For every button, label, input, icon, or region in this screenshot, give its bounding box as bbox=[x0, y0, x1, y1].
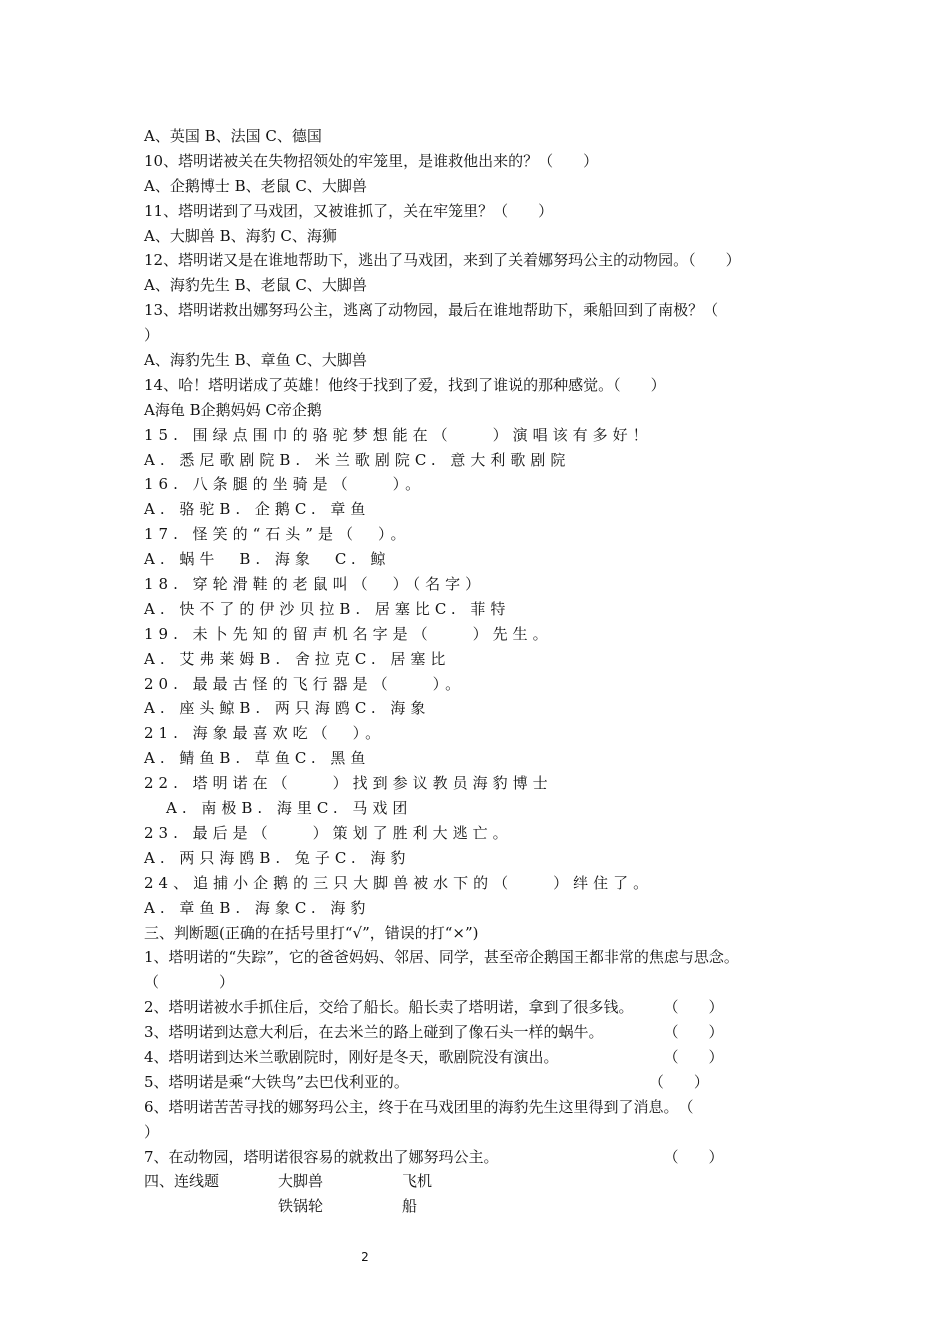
matching-right-item: 飞机 bbox=[402, 1172, 433, 1191]
judgment-6-continued: ） bbox=[144, 1122, 160, 1141]
question-15: 15. 围绿点围巾的骆驼梦想能在（ ）演唱该有多好！ bbox=[144, 425, 653, 444]
option-line: A海龟 B企鹅妈妈 C帝企鹅 bbox=[144, 400, 322, 419]
option-line: A. 座头鲸B. 两只海鸥C. 海象 bbox=[144, 699, 431, 718]
page-number: 2 bbox=[361, 1250, 369, 1264]
matching-left-item: 铁锅轮 bbox=[278, 1197, 324, 1216]
section-heading-matching: 四、连线题 bbox=[144, 1172, 220, 1191]
question-24: 24、追捕小企鹅的三只大脚兽被水下的（ ）绊住了。 bbox=[144, 873, 654, 892]
option-line: A. 两只海鸥B. 兔子C. 海豹 bbox=[144, 848, 411, 867]
matching-left-item: 大脚兽 bbox=[278, 1172, 324, 1191]
judgment-1-blank: （ ） bbox=[144, 973, 235, 992]
judgment-1: 1、塔明诺的“失踪”，它的爸爸妈妈、邻居、同学，甚至帝企鹅国王都非常的焦虑与思念。 bbox=[144, 948, 739, 967]
matching-row bbox=[144, 1169, 824, 1194]
option-line: A. 骆驼B. 企鹅C. 章鱼 bbox=[144, 500, 371, 519]
question-14: 14、哈！塔明诺成了英雄！他终于找到了爱，找到了谁说的那种感觉。（ ） bbox=[144, 375, 666, 394]
question-19: 19. 未卜先知的留声机名字是（ ）先生。 bbox=[144, 624, 553, 643]
judgment-2: 2、塔明诺被水手抓住后，交给了船长。船长卖了塔明诺，拿到了很多钱。 （ ） bbox=[144, 998, 724, 1017]
question-17: 17. 怪笑的“石头”是（ ）。 bbox=[144, 525, 411, 544]
option-line: A. 悉尼歌剧院B. 米兰歌剧院C. 意大利歌剧院 bbox=[144, 450, 571, 469]
option-line: A. 快不了的伊沙贝拉B. 居塞比C. 菲特 bbox=[144, 599, 511, 618]
matching-row bbox=[144, 1194, 824, 1219]
option-line: A、英国 B、法国 C、德国 bbox=[144, 127, 322, 145]
question-22: 22. 塔明诺在（ ）找到参议教员海豹博士 bbox=[144, 774, 553, 793]
question-list bbox=[144, 124, 824, 1219]
question-10: 10、塔明诺被关在失物招领处的牢笼里，是谁救他出来的？（ ） bbox=[144, 151, 599, 170]
judgment-5: 5、塔明诺是乘“大铁鸟”去巴伐利亚的。 （ ） bbox=[144, 1072, 709, 1091]
option-line: A、大脚兽 B、海豹 C、海狮 bbox=[144, 226, 337, 245]
option-line: A、企鹅博士 B、老鼠 C、大脚兽 bbox=[144, 176, 367, 195]
question-13: 13、塔明诺救出娜努玛公主，逃离了动物园，最后在谁地帮助下，乘船回到了南极？（ bbox=[144, 301, 719, 320]
option-line: A. 艾弗莱姆B. 舍拉克C. 居塞比 bbox=[144, 649, 451, 668]
question-11: 11、塔明诺到了马戏团，又被谁抓了，关在牢笼里？（ ） bbox=[144, 201, 554, 220]
question-16: 16. 八条腿的坐骑是（ ）。 bbox=[144, 475, 426, 494]
matching-right-item: 船 bbox=[402, 1197, 418, 1216]
judgment-4: 4、塔明诺到达米兰歌剧院时，刚好是冬天，歌剧院没有演出。 （ ） bbox=[144, 1047, 724, 1066]
question-18: 18. 穿轮滑鞋的老鼠叫（ ）（名字） bbox=[144, 575, 486, 594]
question-20: 20. 最最古怪的飞行器是（ ）。 bbox=[144, 674, 466, 693]
question-12: 12、塔明诺又是在谁地帮助下，逃出了马戏团，来到了关着娜努玛公主的动物园。（ ） bbox=[144, 251, 741, 270]
judgment-6: 6、塔明诺苦苦寻找的娜努玛公主，终于在马戏团里的海豹先生这里得到了消息。 （ bbox=[144, 1097, 694, 1116]
judgment-3: 3、塔明诺到达意大利后，在去米兰的路上碰到了像石头一样的蜗牛。 （ ） bbox=[144, 1023, 724, 1042]
option-line: A. 蜗牛 B. 海象 C. 鲸 bbox=[144, 550, 391, 569]
option-line: A. 南极B. 海里C. 马戏团 bbox=[166, 799, 413, 818]
option-line: A、海豹先生 B、老鼠 C、大脚兽 bbox=[144, 276, 367, 295]
judgment-7: 7、在动物园，塔明诺很容易的就救出了娜努玛公主。 （ ） bbox=[144, 1147, 724, 1166]
option-line: A. 鲭鱼B. 草鱼C. 黑鱼 bbox=[144, 749, 371, 768]
section-heading-true-false: 三、判断题(正确的在括号里打“√”，错误的打“×”) bbox=[144, 923, 479, 942]
question-23: 23. 最后是（ ）策划了胜利大逃亡。 bbox=[144, 823, 513, 842]
option-line: A、海豹先生 B、章鱼 C、大脚兽 bbox=[144, 351, 367, 370]
option-line: A. 章鱼B. 海象C. 海豹 bbox=[144, 898, 371, 917]
question-21: 21. 海象最喜欢吃（ ）。 bbox=[144, 724, 386, 743]
question-13-continued: ） bbox=[144, 326, 160, 345]
